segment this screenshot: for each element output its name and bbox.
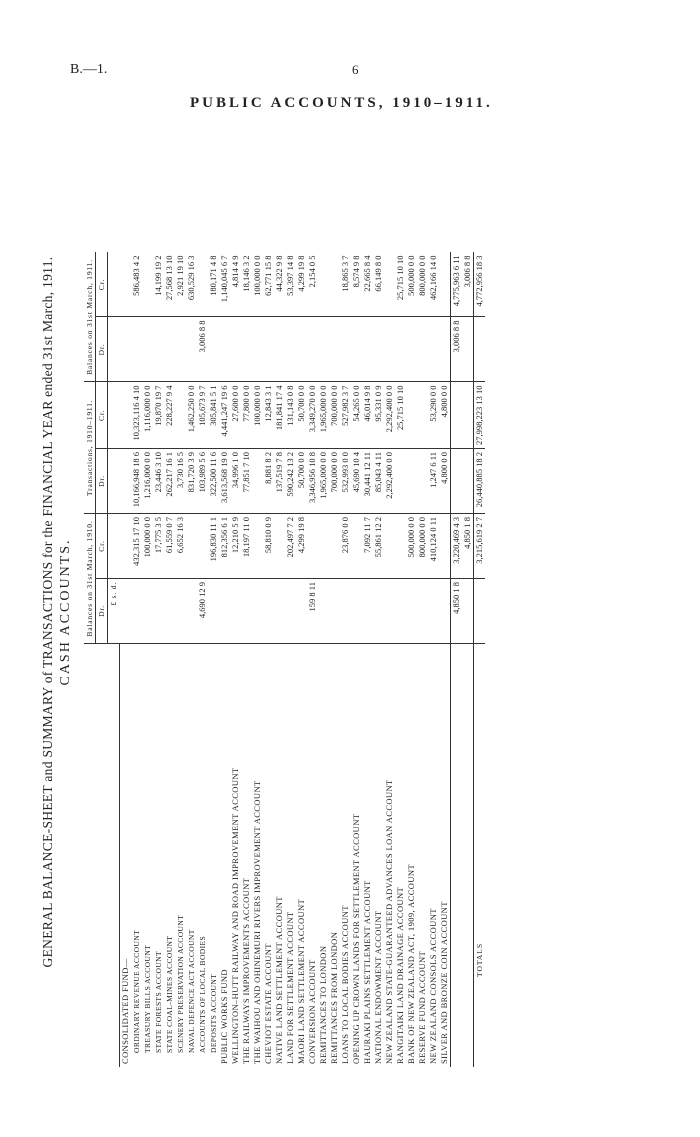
amount-cell — [153, 317, 164, 382]
amount-cell — [296, 317, 307, 382]
amount-cell — [329, 514, 340, 579]
account-name: SCENERY PRESERVATION ACCOUNT — [175, 914, 185, 1053]
table-row — [373, 253, 384, 1068]
amount-cell: 27,568 13 10 — [164, 253, 175, 318]
amount-cell: 137,519 7 8 — [274, 449, 285, 514]
amount-cell: 100,000 0 0 — [252, 382, 263, 449]
amount-cell — [252, 317, 263, 382]
amount-cell: 8,574 9 8 — [351, 253, 362, 318]
amount-cell: 2,292,400 0 0 — [384, 449, 395, 514]
amount-cell — [142, 253, 153, 318]
amount-cell — [351, 514, 362, 579]
amount-cell — [473, 317, 485, 382]
amount-cell — [164, 579, 175, 644]
amount-cell: 103,989 5 6 — [197, 449, 208, 514]
account-name: NATIVE LAND SETTLEMENT ACCOUNT — [273, 896, 284, 1064]
account-name: ORDINARY REVENUE ACCOUNT — [131, 929, 141, 1053]
amount-cell: 131,143 0 8 — [285, 382, 296, 449]
table-row — [153, 253, 164, 1068]
account-name: LAND FOR SETTLEMENT ACCOUNT — [284, 911, 295, 1064]
amount-cell: 410,124 0 11 — [428, 514, 439, 579]
amount-cell: 44,322 9 8 — [274, 253, 285, 318]
subtotal-row — [450, 253, 462, 1068]
table-row — [197, 253, 208, 1068]
amount-cell: 4,850 1 8 — [450, 579, 462, 644]
account-column-header — [84, 644, 119, 1068]
table-row — [439, 253, 451, 1068]
amount-cell — [197, 514, 208, 579]
amount-cell — [296, 579, 307, 644]
amount-cell: 3,613,568 19 0 — [219, 449, 230, 514]
amount-cell: 50,700 0 0 — [296, 382, 307, 449]
account-name: WELLINGTON–HUTT RAILWAY AND ROAD IMPROVEMENT ACCOUNT — [229, 767, 240, 1064]
amount-cell: 4,850 1 8 — [462, 514, 474, 579]
amount-cell: 23,876 0 0 — [340, 514, 351, 579]
amount-cell — [318, 514, 329, 579]
amount-cell — [406, 382, 417, 449]
amount-cell — [252, 514, 263, 579]
amount-cell — [329, 317, 340, 382]
amount-cell: 700,000 0 0 — [329, 449, 340, 514]
amount-cell: 95,331 0 9 — [373, 382, 384, 449]
amount-cell — [175, 382, 186, 449]
account-name: RANGITAIKI LAND DRAINAGE ACCOUNT — [394, 886, 405, 1064]
table-row — [384, 253, 395, 1068]
unit-shilling: s. — [109, 591, 118, 599]
amount-cell: 100,000 0 0 — [252, 253, 263, 318]
amount-cell — [462, 317, 474, 382]
amount-cell — [119, 317, 131, 382]
amount-cell — [439, 317, 451, 382]
amount-cell — [395, 579, 406, 644]
account-name: TREASURY BILLS ACCOUNT — [142, 944, 152, 1053]
amount-cell — [285, 317, 296, 382]
table-row — [351, 253, 362, 1068]
subhead-cr-1911: Cr. — [96, 253, 108, 318]
account-name: REMITTANCES FROM LONDON — [328, 931, 339, 1064]
amount-cell — [208, 579, 219, 644]
subhead-dr-1911: Dr. — [96, 317, 108, 382]
amount-cell — [142, 317, 153, 382]
account-name: MAORI LAND SETTLEMENT ACCOUNT — [295, 898, 306, 1064]
account-name: REMITTANCES TO LONDON — [317, 945, 328, 1064]
account-name: CHEVIOT ESTATE ACCOUNT — [262, 943, 273, 1064]
table-body — [119, 253, 485, 1068]
account-name: OPENING UP CROWN LANDS FOR SETTLEMENT ACCOUNT — [350, 813, 361, 1064]
amount-cell: 100,000 0 0 — [142, 514, 153, 579]
amount-cell — [462, 449, 474, 514]
page-number: 6 — [352, 62, 359, 77]
amount-cell — [395, 449, 406, 514]
table-row — [241, 253, 252, 1068]
amount-cell — [119, 514, 131, 579]
table-row — [119, 253, 131, 1068]
amount-cell: 4,800 0 0 — [439, 382, 451, 449]
amount-cell: 4,299 19 8 — [296, 253, 307, 318]
amount-cell: 62,771 15 8 — [263, 253, 274, 318]
amount-cell: 532,993 0 0 — [340, 449, 351, 514]
amount-cell — [428, 579, 439, 644]
amount-cell — [241, 317, 252, 382]
amount-cell: 66,149 8 0 — [373, 253, 384, 318]
amount-cell — [230, 317, 241, 382]
table-row — [307, 253, 318, 1068]
amount-cell: 2,154 0 5 — [307, 253, 318, 318]
subtotal-label — [450, 644, 462, 1068]
amount-cell: 17,775 3 5 — [153, 514, 164, 579]
amount-cell — [252, 579, 263, 644]
amount-cell: 700,000 0 0 — [329, 382, 340, 449]
amount-cell: 53,290 0 0 — [428, 382, 439, 449]
amount-cell — [417, 579, 428, 644]
table-row — [186, 253, 197, 1068]
amount-cell — [164, 317, 175, 382]
account-name: RESERVE FUND ACCOUNT — [416, 950, 427, 1064]
account-name: HAURAKI PLAINS SETTLEMENT ACCOUNT — [361, 880, 372, 1064]
amount-cell: 85,043 4 11 — [373, 449, 384, 514]
table-row — [285, 253, 296, 1068]
amount-cell — [119, 579, 131, 644]
amount-cell: 1,216,000 0 0 — [142, 449, 153, 514]
amount-cell: 45,690 10 4 — [351, 449, 362, 514]
amount-cell: 10,166,948 18 6 — [131, 449, 142, 514]
amount-cell: 25,715 10 10 — [395, 382, 406, 449]
amount-cell — [384, 514, 395, 579]
table-row — [406, 253, 417, 1068]
amount-cell — [131, 317, 142, 382]
amount-cell: 27,998,223 13 10 — [473, 382, 485, 449]
amount-cell: 25,715 10 10 — [395, 253, 406, 318]
amount-cell — [153, 579, 164, 644]
amount-cell: 586,483 4 2 — [131, 253, 142, 318]
amount-cell: 4,772,956 18 3 — [473, 253, 485, 318]
table-row — [417, 253, 428, 1068]
amount-cell: 1,140,045 6 7 — [219, 253, 230, 318]
amount-cell — [329, 579, 340, 644]
amount-cell: 462,166 14 0 — [428, 253, 439, 318]
amount-cell: 4,800 0 0 — [439, 449, 451, 514]
amount-cell — [406, 317, 417, 382]
amount-cell: 8,881 8 2 — [263, 449, 274, 514]
amount-cell: 77,800 0 0 — [241, 382, 252, 449]
amount-cell: 432,315 17 10 — [131, 514, 142, 579]
amount-cell — [318, 579, 329, 644]
table-row — [131, 253, 142, 1068]
amount-cell — [362, 317, 373, 382]
amount-cell: 228,227 9 4 — [164, 382, 175, 449]
account-name: STATE FORESTS ACCOUNT — [153, 951, 163, 1053]
amount-cell: 202,497 7 2 — [285, 514, 296, 579]
account-name: THE WAIHOU AND OHINEMURI RIVERS IMPROVEMENT ACCOUNT — [251, 780, 262, 1064]
amount-cell — [351, 317, 362, 382]
page-reference: B.—1. — [70, 62, 108, 77]
amount-cell — [417, 382, 428, 449]
amount-cell — [351, 579, 362, 644]
amount-cell — [462, 579, 474, 644]
amount-cell — [318, 317, 329, 382]
table-row — [164, 253, 175, 1068]
amount-cell — [340, 579, 351, 644]
subhead-dr-1910: Dr. — [96, 579, 108, 644]
amount-cell — [219, 579, 230, 644]
amount-cell: 3,730 16 5 — [175, 449, 186, 514]
amount-cell — [263, 317, 274, 382]
totals-row — [473, 253, 485, 1068]
amount-cell — [395, 514, 406, 579]
amount-cell: 322,500 11 6 — [208, 449, 219, 514]
amount-cell — [406, 449, 417, 514]
amount-cell — [373, 317, 384, 382]
amount-cell — [439, 579, 451, 644]
subhead-cr-transactions: Cr. — [96, 382, 108, 449]
amount-cell — [417, 449, 428, 514]
amount-cell: 55,861 12 2 — [373, 514, 384, 579]
totals-label: TOTALS — [473, 644, 485, 1068]
amount-cell — [197, 253, 208, 318]
amount-cell: 3,006 8 8 — [450, 317, 462, 382]
carry-label — [462, 644, 474, 1068]
account-name: THE RAILWAYS IMPROVEMENTS ACCOUNT — [240, 877, 251, 1064]
amount-cell: 4,299 19 8 — [296, 514, 307, 579]
units-header — [108, 579, 120, 644]
amount-cell: 159 8 11 — [307, 579, 318, 644]
amount-cell — [406, 579, 417, 644]
amount-cell — [252, 449, 263, 514]
amount-cell: 50,700 0 0 — [296, 449, 307, 514]
amount-cell: 18,865 3 7 — [340, 253, 351, 318]
amount-cell: 14,199 19 2 — [153, 253, 164, 318]
amount-cell: 10,323,116 4 10 — [131, 382, 142, 449]
table-row — [142, 253, 153, 1068]
amount-cell — [274, 317, 285, 382]
amount-cell: 4,690 12 9 — [197, 579, 208, 644]
amount-cell: 1,462,250 0 0 — [186, 382, 197, 449]
amount-cell: 18,197 11 0 — [241, 514, 252, 579]
subhead-cr-1910: Cr. — [96, 514, 108, 579]
amount-cell: 30,441 12 11 — [362, 449, 373, 514]
amount-cell: 34,996 1 0 — [230, 449, 241, 514]
amount-cell: 2,921 19 10 — [175, 253, 186, 318]
amount-cell: 7,092 11 7 — [362, 514, 373, 579]
amount-cell: 181,841 17 4 — [274, 382, 285, 449]
amount-cell: 3,006 8 8 — [197, 317, 208, 382]
amount-cell — [186, 514, 197, 579]
account-name: BANK OF NEW ZEALAND ACT, 1909, ACCOUNT — [405, 864, 416, 1064]
unit-pence: d. — [109, 582, 118, 590]
account-name: SILVER AND BRONZE COIN ACCOUNT — [438, 901, 449, 1064]
unit-pound: £ — [109, 601, 118, 606]
amount-cell: 19,870 19 7 — [153, 382, 164, 449]
rotated-balance-sheet — [40, 117, 610, 1107]
table-row — [274, 253, 285, 1068]
amount-cell — [417, 317, 428, 382]
table-row — [263, 253, 274, 1068]
amount-cell — [274, 579, 285, 644]
amount-cell: 54,265 0 0 — [351, 382, 362, 449]
amount-cell: 3,349,270 0 0 — [307, 382, 318, 449]
table-row — [395, 253, 406, 1068]
group-header-1911: Balances on 31st March, 1911. — [84, 253, 96, 383]
amount-cell: 500,000 0 0 — [406, 514, 417, 579]
amount-cell: 590,242 13 2 — [285, 449, 296, 514]
amount-cell — [119, 382, 131, 449]
amount-cell: 527,982 3 7 — [340, 382, 351, 449]
amount-cell: 1,247 6 11 — [428, 449, 439, 514]
amount-cell — [175, 579, 186, 644]
table-row — [208, 253, 219, 1068]
amount-cell: 196,830 11 1 — [208, 514, 219, 579]
table-row — [329, 253, 340, 1068]
amount-cell — [119, 253, 131, 318]
amount-cell — [307, 514, 318, 579]
amount-cell — [384, 317, 395, 382]
amount-cell — [219, 317, 230, 382]
table-row — [318, 253, 329, 1068]
amount-cell: 61,559 0 7 — [164, 514, 175, 579]
amount-cell — [307, 317, 318, 382]
carry-row — [462, 253, 474, 1068]
account-name: PUBLIC WORKS FUND — [218, 969, 229, 1064]
amount-cell: 1,965,000 0 0 — [318, 449, 329, 514]
amount-cell: 800,000 0 0 — [417, 514, 428, 579]
amount-cell — [186, 579, 197, 644]
table-row — [219, 253, 230, 1068]
amount-cell: 3,006 8 8 — [462, 253, 474, 318]
amount-cell: 77,851 7 10 — [241, 449, 252, 514]
account-name: NAVAL DEFENCE ACT ACCOUNT — [186, 929, 196, 1053]
table-row — [362, 253, 373, 1068]
amount-cell — [142, 579, 153, 644]
amount-cell: 812,356 6 1 — [219, 514, 230, 579]
amount-cell: 22,665 8 4 — [362, 253, 373, 318]
amount-cell — [439, 514, 451, 579]
table-caption: GENERAL BALANCE-SHEET and SUMMARY of TRANSACTIONS for the FINANCIAL YEAR ended 31st March, 1911. — [40, 256, 55, 968]
amount-cell: 3,220,469 4 3 — [450, 514, 462, 579]
amount-cell: 3,215,619 2 7 — [473, 514, 485, 579]
amount-cell: 4,814 4 9 — [230, 253, 241, 318]
amount-cell: 58,810 0 9 — [263, 514, 274, 579]
amount-cell: 630,529 16 3 — [186, 253, 197, 318]
account-name: NATIONAL ENDOWMENT ACCOUNT — [372, 910, 383, 1064]
amount-cell — [263, 579, 274, 644]
amount-cell — [241, 579, 252, 644]
amount-cell: 180,171 4 8 — [208, 253, 219, 318]
amount-cell — [439, 253, 451, 318]
amount-cell — [285, 579, 296, 644]
table-row — [230, 253, 241, 1068]
amount-cell — [450, 382, 462, 449]
amount-cell: 4,775,963 6 11 — [450, 253, 462, 318]
account-name: ACCOUNTS OF LOCAL BODIES — [197, 935, 207, 1053]
amount-cell: 12,210 5 9 — [230, 514, 241, 579]
amount-cell: 1,965,000 0 0 — [318, 382, 329, 449]
amount-cell: 800,000 0 0 — [417, 253, 428, 318]
amount-cell — [384, 253, 395, 318]
amount-cell — [186, 317, 197, 382]
amount-cell: 27,600 0 0 — [230, 382, 241, 449]
amount-cell: 18,146 3 2 — [241, 253, 252, 318]
amount-cell — [462, 382, 474, 449]
amount-cell: 26,440,885 18 2 — [473, 449, 485, 514]
account-name: CONVERSION ACCOUNT — [306, 959, 317, 1064]
table-subcaption: CASH ACCOUNTS. — [58, 538, 73, 686]
amount-cell: 1,116,000 0 0 — [142, 382, 153, 449]
amount-cell: 4,441,247 19 6 — [219, 382, 230, 449]
table-row — [340, 253, 351, 1068]
account-name: CONSOLIDATED FUND— — [119, 958, 130, 1064]
amount-cell: 46,014 9 8 — [362, 382, 373, 449]
account-name: NEW ZEALAND CONSOLS ACCOUNT — [427, 908, 438, 1064]
amount-cell: 53,397 14 8 — [285, 253, 296, 318]
account-name: LOANS TO LOCAL BODIES ACCOUNT — [339, 905, 350, 1064]
amount-cell — [208, 317, 219, 382]
table-row — [428, 253, 439, 1068]
amount-cell: 305,841 5 1 — [208, 382, 219, 449]
amount-cell — [274, 514, 285, 579]
amount-cell: 2,292,400 0 0 — [384, 382, 395, 449]
amount-cell — [175, 317, 186, 382]
amount-cell: 6,652 16 3 — [175, 514, 186, 579]
amount-cell — [428, 317, 439, 382]
subhead-dr-transactions: Dr. — [96, 449, 108, 514]
table-row — [296, 253, 307, 1068]
amount-cell — [340, 317, 351, 382]
amount-cell: 12,843 3 1 — [263, 382, 274, 449]
amount-cell — [473, 579, 485, 644]
amount-cell — [362, 579, 373, 644]
amount-cell: 500,000 0 0 — [406, 253, 417, 318]
amount-cell: 831,720 3 9 — [186, 449, 197, 514]
table-row — [175, 253, 186, 1068]
amount-cell — [119, 449, 131, 514]
amount-cell: 3,346,956 10 8 — [307, 449, 318, 514]
page-heading: PUBLIC ACCOUNTS, 1910–1911. — [190, 95, 493, 111]
table-row — [252, 253, 263, 1068]
group-header-1910: Balances on 31st March, 1910. — [84, 514, 96, 644]
account-name: NEW ZEALAND STATE-GUARANTEED ADVANCES LOAN ACCOUNT — [383, 779, 394, 1064]
amount-cell: 262,217 16 1 — [164, 449, 175, 514]
group-header-transactions: Transactions, 1910–1911. — [84, 382, 96, 514]
account-name: STATE COAL-MINES ACCOUNT — [164, 935, 174, 1053]
account-name: DEPOSITS ACCOUNT — [208, 973, 218, 1053]
amount-cell: 105,673 9 7 — [197, 382, 208, 449]
amount-cell — [230, 579, 241, 644]
amount-cell — [384, 579, 395, 644]
amount-cell — [131, 579, 142, 644]
balance-sheet-table — [84, 253, 485, 1068]
amount-cell: 23,446 3 10 — [153, 449, 164, 514]
amount-cell — [318, 253, 329, 318]
amount-cell — [450, 449, 462, 514]
amount-cell — [329, 253, 340, 318]
amount-cell — [373, 579, 384, 644]
amount-cell — [395, 317, 406, 382]
